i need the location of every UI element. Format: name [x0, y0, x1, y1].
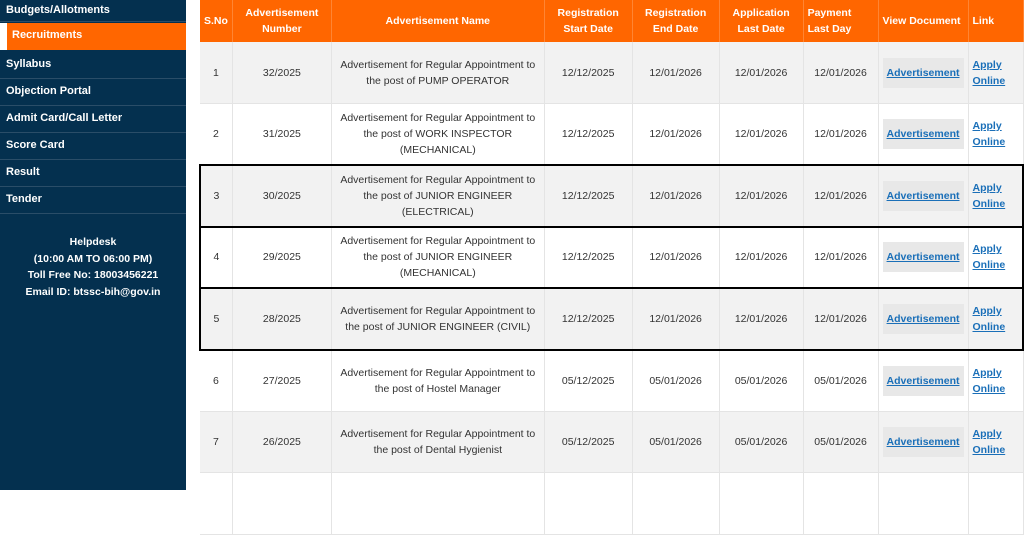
cell-link [968, 227, 1023, 289]
advertisement-link[interactable]: Advertisement [883, 242, 964, 272]
cell-link [968, 165, 1023, 227]
cell-al: 12/01/2026 [719, 288, 803, 350]
sidebar-item-tender[interactable]: Tender [0, 187, 186, 214]
apply-online-link[interactable]: Apply Online [972, 58, 1006, 87]
recruitments-table [199, 0, 1024, 535]
column-header: Advertisement Name [331, 0, 544, 42]
table-row [200, 411, 1023, 473]
cell-re: 05/01/2026 [632, 411, 719, 473]
column-header: Application Last Date [719, 0, 803, 42]
cell-link [968, 473, 1023, 535]
helpdesk-info [0, 234, 186, 300]
advertisement-link[interactable]: Advertisement [883, 119, 964, 149]
cell-doc [878, 227, 968, 289]
advertisement-link[interactable]: Advertisement [883, 304, 964, 334]
cell-sno: 6 [200, 350, 232, 412]
advertisement-link[interactable]: Advertisement [883, 427, 964, 457]
active-item-wrap [0, 23, 186, 50]
cell-al: 12/01/2026 [719, 42, 803, 104]
sidebar-item-budgets-allotments[interactable]: Budgets/Allotments [0, 0, 186, 22]
cell-name: Advertisement for Regular Appointment to the post of PUMP OPERATOR [331, 42, 544, 104]
cell-rs: 12/12/2025 [544, 42, 632, 104]
cell-re: 12/01/2026 [632, 288, 719, 350]
sidebar-item-objection-portal[interactable]: Objection Portal [0, 79, 186, 106]
table-row [200, 104, 1023, 166]
cell-pl: 05/01/2026 [803, 350, 878, 412]
cell-re [632, 473, 719, 535]
cell-rs: 12/12/2025 [544, 104, 632, 166]
cell-link [968, 288, 1023, 350]
table-row [200, 165, 1023, 227]
cell-sno: 3 [200, 165, 232, 227]
cell-pl: 12/01/2026 [803, 42, 878, 104]
cell-re: 12/01/2026 [632, 227, 719, 289]
cell-pl: 12/01/2026 [803, 227, 878, 289]
cell-num: 30/2025 [232, 165, 331, 227]
cell-link [968, 350, 1023, 412]
cell-rs: 05/12/2025 [544, 350, 632, 412]
helpdesk-title: Helpdesk [69, 236, 117, 248]
cell-re: 12/01/2026 [632, 104, 719, 166]
cell-al: 05/01/2026 [719, 411, 803, 473]
cell-pl: 12/01/2026 [803, 104, 878, 166]
apply-online-link[interactable]: Apply Online [972, 120, 1006, 148]
apply-online-link[interactable]: Apply Online [972, 427, 1006, 456]
column-header: Registration Start Date [544, 0, 632, 42]
advertisement-link[interactable]: Advertisement [883, 181, 964, 211]
cell-name: Advertisement for Regular Appointment to the post of Dental Hygienist [331, 411, 544, 473]
sidebar-item-recruitments[interactable]: Recruitments [7, 23, 186, 50]
column-header: Link [968, 0, 1023, 42]
advertisement-link[interactable]: Advertisement [883, 366, 964, 396]
cell-doc [878, 350, 968, 412]
cell-rs: 12/12/2025 [544, 288, 632, 350]
column-header: Registration End Date [632, 0, 719, 42]
cell-name [331, 473, 544, 535]
cell-sno [200, 473, 232, 535]
cell-al: 12/01/2026 [719, 165, 803, 227]
cell-doc [878, 288, 968, 350]
cell-name: Advertisement for Regular Appointment to the post of Hostel Manager [331, 350, 544, 412]
sidebar-item-syllabus[interactable]: Syllabus [0, 52, 186, 79]
apply-online-link[interactable]: Apply Online [972, 243, 1006, 272]
cell-doc [878, 165, 968, 227]
cell-pl: 05/01/2026 [803, 411, 878, 473]
cell-name: Advertisement for Regular Appointment to the post of JUNIOR ENGINEER (CIVIL) [331, 288, 544, 350]
apply-online-link[interactable]: Apply Online [972, 366, 1006, 395]
cell-doc [878, 42, 968, 104]
cell-re: 12/01/2026 [632, 42, 719, 104]
cell-al [719, 473, 803, 535]
cell-re: 12/01/2026 [632, 165, 719, 227]
cell-doc [878, 411, 968, 473]
sidebar-item-admit-card-call-letter[interactable]: Admit Card/Call Letter [0, 106, 186, 133]
cell-al: 12/01/2026 [719, 104, 803, 166]
column-header: Advertisement Number [232, 0, 331, 42]
cell-rs: 12/12/2025 [544, 227, 632, 289]
cell-pl [803, 473, 878, 535]
cell-pl: 12/01/2026 [803, 165, 878, 227]
apply-online-link[interactable]: Apply Online [972, 181, 1006, 210]
table-row [200, 227, 1023, 289]
column-header: Payment Last Day [803, 0, 878, 42]
cell-pl: 12/01/2026 [803, 288, 878, 350]
cell-num: 31/2025 [232, 104, 331, 166]
cell-num: 29/2025 [232, 227, 331, 289]
cell-link [968, 411, 1023, 473]
cell-re: 05/01/2026 [632, 350, 719, 412]
cell-sno: 1 [200, 42, 232, 104]
cell-num: 28/2025 [232, 288, 331, 350]
table-row [200, 350, 1023, 412]
cell-num: 27/2025 [232, 350, 331, 412]
table-row [200, 42, 1023, 104]
helpdesk-phone: Toll Free No: 18003456221 [27, 269, 159, 281]
helpdesk-email: Email ID: btssc-bih@gov.in [25, 285, 161, 298]
sidebar-item-score-card[interactable]: Score Card [0, 133, 186, 160]
cell-al: 12/01/2026 [719, 227, 803, 289]
cell-name: Advertisement for Regular Appointment to the post of WORK INSPECTOR (MECHANICAL) [331, 104, 544, 166]
column-header: View Document [878, 0, 968, 42]
cell-num [232, 473, 331, 535]
cell-num: 32/2025 [232, 42, 331, 104]
cell-sno: 5 [200, 288, 232, 350]
helpdesk-hours: (10:00 AM TO 06:00 PM) [33, 252, 153, 265]
cell-doc [878, 473, 968, 535]
cell-link [968, 42, 1023, 104]
cell-name: Advertisement for Regular Appointment to the post of JUNIOR ENGINEER (ELECTRICAL) [331, 165, 544, 227]
cell-sno: 4 [200, 227, 232, 289]
cell-sno: 2 [200, 104, 232, 166]
cell-sno: 7 [200, 411, 232, 473]
sidebar-item-result[interactable]: Result [0, 160, 186, 187]
cell-al: 05/01/2026 [719, 350, 803, 412]
table-row [200, 288, 1023, 350]
cell-num: 26/2025 [232, 411, 331, 473]
cell-doc [878, 104, 968, 166]
advertisement-link[interactable]: Advertisement [883, 58, 964, 88]
cell-name: Advertisement for Regular Appointment to the post of JUNIOR ENGINEER (MECHANICAL) [331, 227, 544, 289]
cell-link [968, 104, 1023, 166]
cell-rs: 05/12/2025 [544, 411, 632, 473]
sidebar [0, 0, 186, 490]
cell-rs: 12/12/2025 [544, 165, 632, 227]
table-row [200, 473, 1023, 535]
cell-rs [544, 473, 632, 535]
apply-online-link[interactable]: Apply Online [972, 304, 1006, 333]
column-header: S.No [200, 0, 232, 42]
